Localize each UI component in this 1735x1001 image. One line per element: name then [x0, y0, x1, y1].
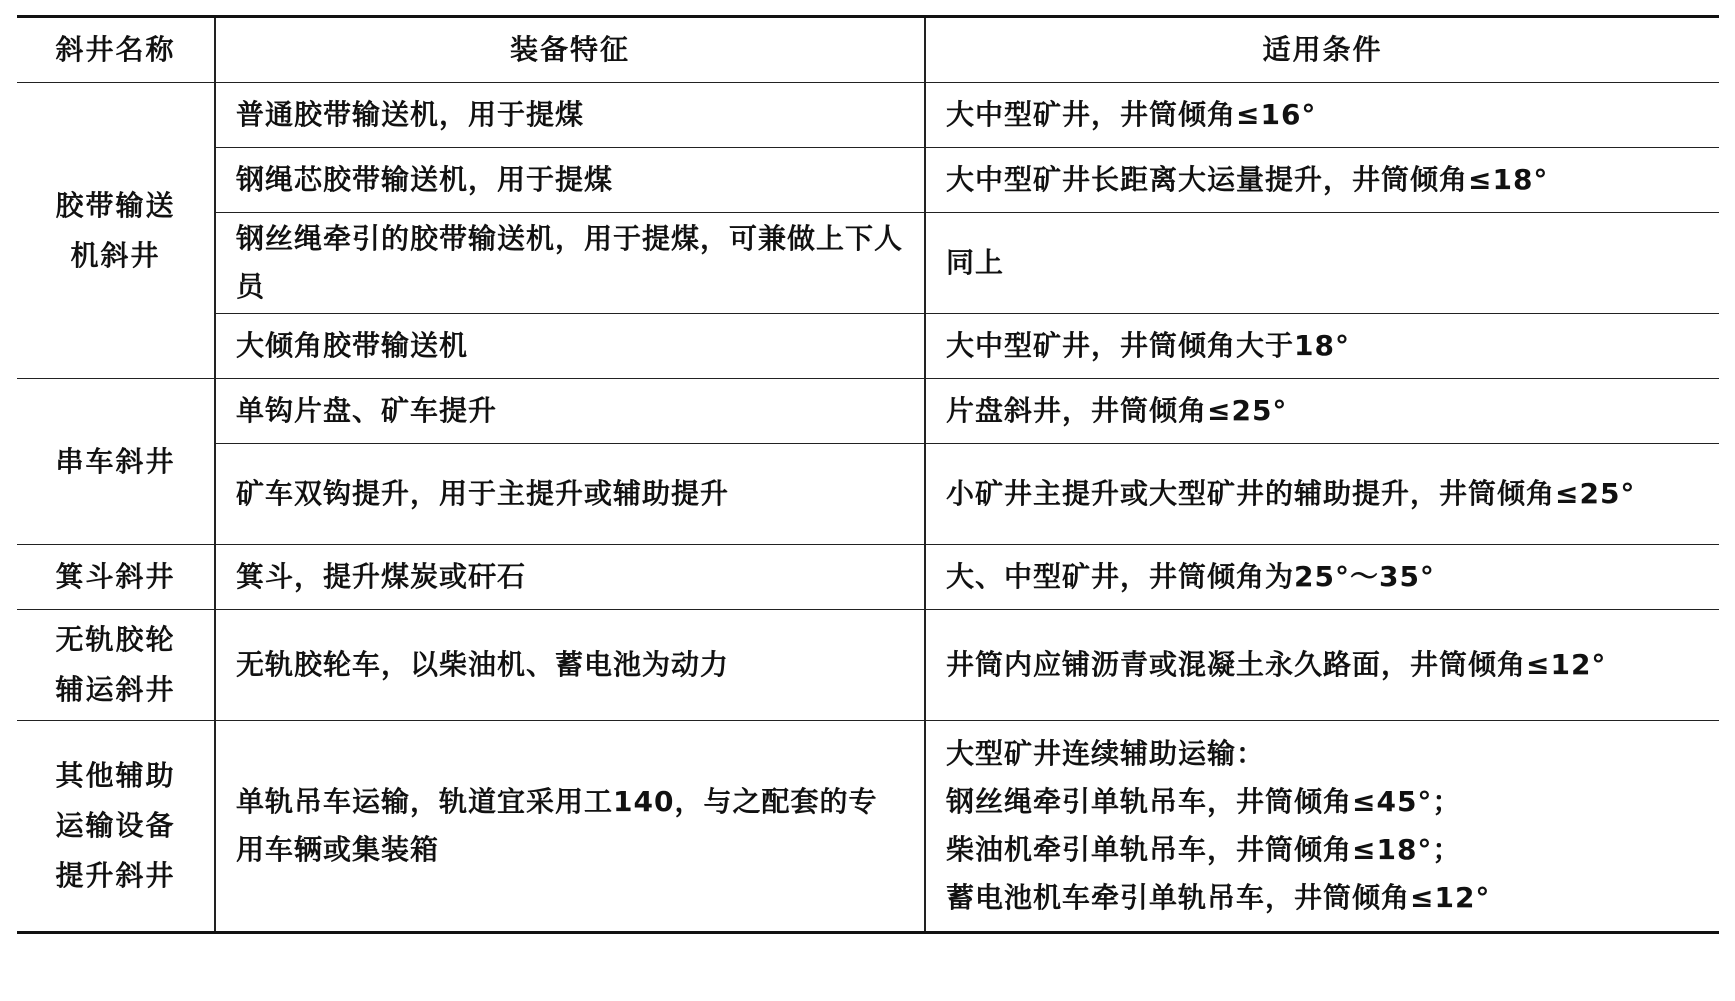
- table-row: [17, 213, 1719, 314]
- header-equipment: 装备特征: [215, 17, 925, 83]
- condition-line: 蓄电池机车牵引单轨吊车，井筒倾角≤12°: [946, 881, 1491, 914]
- group-name: 无轨胶轮辅运斜井: [55, 623, 176, 706]
- table-row: [17, 444, 1719, 545]
- table-row: [17, 610, 1719, 721]
- condition-line: 柴油机牵引单轨吊车，井筒倾角≤18°；: [946, 833, 1462, 866]
- table-row: [17, 721, 1719, 933]
- table-row: [17, 314, 1719, 379]
- group-name-cell: [17, 379, 215, 545]
- equipment-cell: 钢丝绳牵引的胶带输送机，用于提煤，可兼做上下人员: [215, 213, 925, 314]
- condition-line: 大型矿井连续辅助运输：: [946, 737, 1266, 770]
- equipment-cell: 单钩片盘、矿车提升: [215, 379, 925, 444]
- condition-line: 钢丝绳牵引单轨吊车，井筒倾角≤45°；: [946, 785, 1462, 818]
- group-name: 其他辅助运输设备提升斜井: [55, 759, 176, 892]
- table-row: [17, 83, 1719, 148]
- table-row: [17, 148, 1719, 213]
- condition-cell: 小矿井主提升或大型矿井的辅助提升，井筒倾角≤25°: [925, 444, 1719, 545]
- condition-cell: 大、中型矿井，井筒倾角为25°～35°: [925, 545, 1719, 610]
- group-name-cell: [17, 721, 215, 933]
- incline-shaft-table: [17, 15, 1719, 934]
- condition-cell: 同上: [925, 213, 1719, 314]
- equipment-cell: 大倾角胶带输送机: [215, 314, 925, 379]
- condition-cell: [925, 721, 1719, 933]
- equipment-cell: 钢绳芯胶带输送机，用于提煤: [215, 148, 925, 213]
- condition-cell: 井筒内应铺沥青或混凝土永久路面，井筒倾角≤12°: [925, 610, 1719, 721]
- condition-cell: 大中型矿井长距离大运量提升，井筒倾角≤18°: [925, 148, 1719, 213]
- table-row: [17, 545, 1719, 610]
- header-row: [17, 17, 1719, 83]
- group-name-cell: [17, 545, 215, 610]
- equipment-cell: 箕斗，提升煤炭或矸石: [215, 545, 925, 610]
- header-condition: 适用条件: [925, 17, 1719, 83]
- table-row: [17, 379, 1719, 444]
- group-name-cell: [17, 83, 215, 379]
- header-name: 斜井名称: [17, 17, 215, 83]
- condition-cell: 片盘斜井，井筒倾角≤25°: [925, 379, 1719, 444]
- condition-cell: 大中型矿井，井筒倾角大于18°: [925, 314, 1719, 379]
- equipment-cell: 单轨吊车运输，轨道宜采用工140，与之配套的专用车辆或集装箱: [215, 721, 925, 933]
- equipment-cell: 无轨胶轮车，以柴油机、蓄电池为动力: [215, 610, 925, 721]
- equipment-cell: 矿车双钩提升，用于主提升或辅助提升: [215, 444, 925, 545]
- condition-cell: 大中型矿井，井筒倾角≤16°: [925, 83, 1719, 148]
- group-name: 胶带输送机斜井: [55, 188, 176, 272]
- equipment-cell: 普通胶带输送机，用于提煤: [215, 83, 925, 148]
- group-name-cell: [17, 610, 215, 721]
- group-name: 串车斜井: [55, 444, 176, 478]
- group-name: 箕斗斜井: [55, 560, 176, 593]
